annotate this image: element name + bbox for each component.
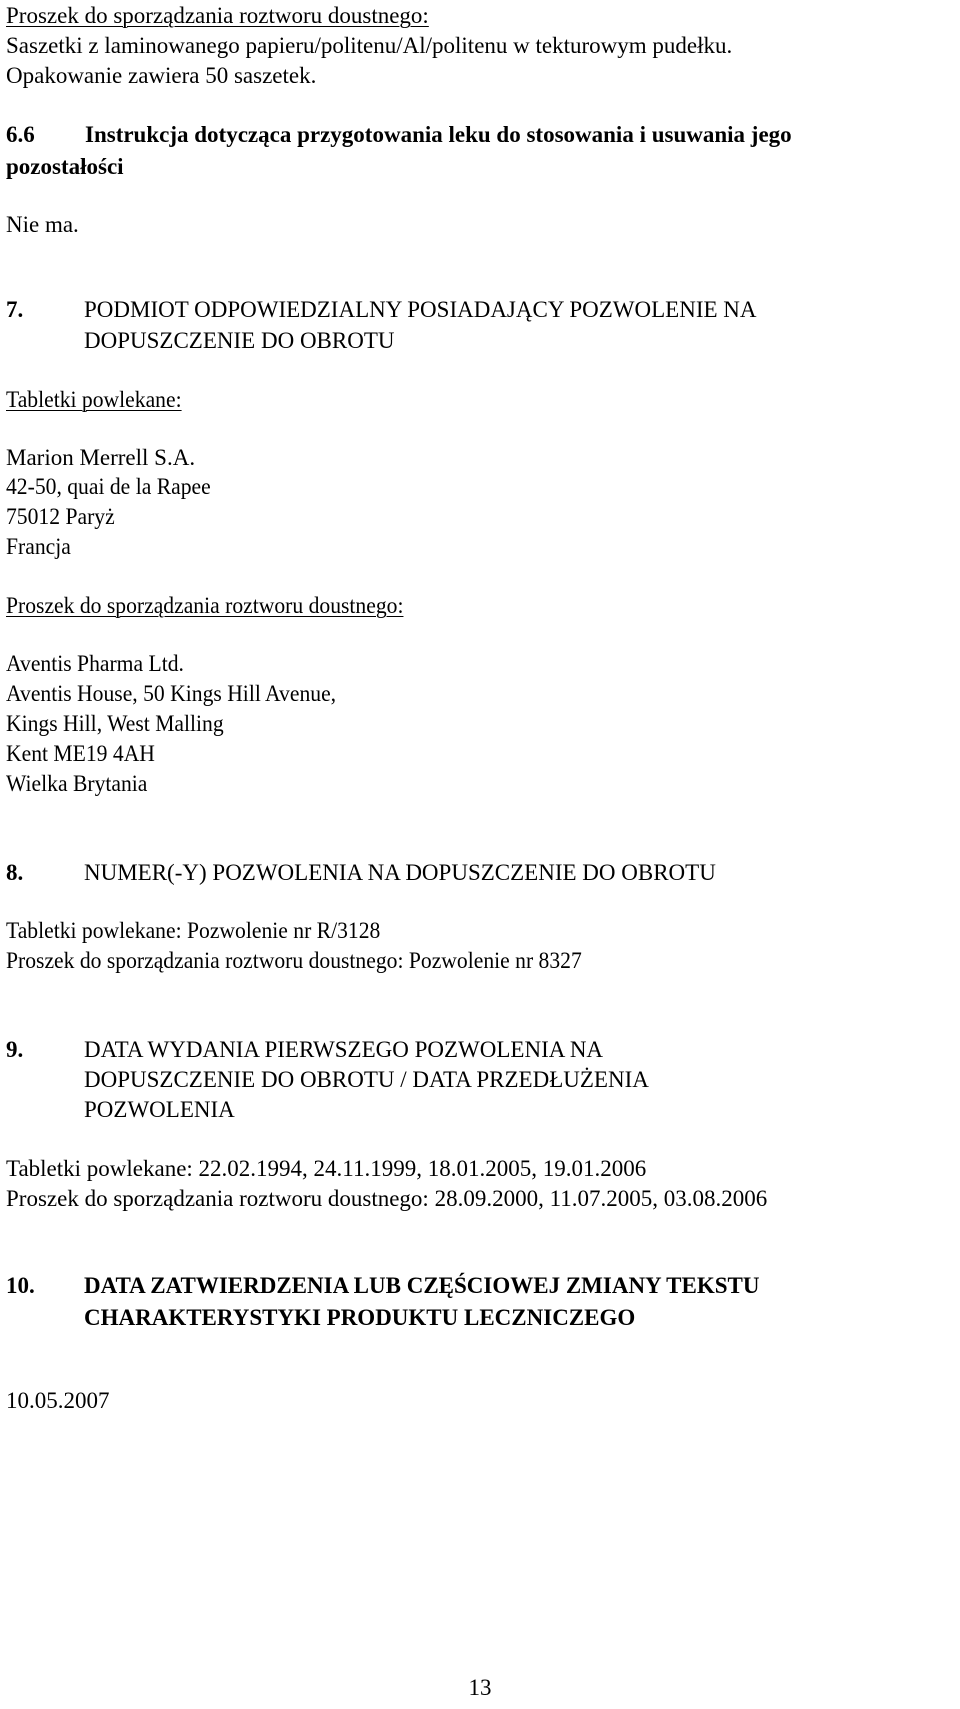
section-6-6-title xyxy=(6,121,792,149)
powder-address-line-2: Aventis House, 50 Kings Hill Avenue, xyxy=(6,681,337,706)
section-9-number: 9. xyxy=(6,1037,24,1062)
tablets-address-line-4: Francja xyxy=(6,534,71,559)
section-9-line-2: Proszek do sporządzania roztworu doustnego: 28.09.2000, 11.07.2005, 03.08.2006 xyxy=(6,1186,768,1211)
section-8-title-text: NUMER(-Y) POZWOLENIA NA DOPUSZCZENIE DO OBROTU xyxy=(84,860,716,885)
section-7-number: 7. xyxy=(6,297,24,322)
section-9-title xyxy=(6,1036,603,1064)
section-6-6-number: 6.6 xyxy=(6,122,35,147)
section-9-title-line-1: DATA WYDANIA PIERWSZEGO POZWOLENIA NA xyxy=(84,1037,604,1062)
powder-address-line-3: Kings Hill, West Malling xyxy=(6,711,224,736)
section-6-6-title-line-1: Instrukcja dotycząca przygotowania leku do stosowania i usuwania jego xyxy=(85,122,792,147)
section-8-line-2: Proszek do sporządzania roztworu doustnego: Pozwolenie nr 8327 xyxy=(6,948,582,973)
section-9-title-line-3: POZWOLENIA xyxy=(84,1097,235,1122)
section-10-title-line-1: DATA ZATWIERDZENIA LUB CZĘŚCIOWEJ ZMIANY TEKSTU xyxy=(84,1273,760,1298)
section-7-title-line-1: PODMIOT ODPOWIEDZIALNY POSIADAJĄCY POZWOLENIE NA xyxy=(84,297,757,322)
section-8-number: 8. xyxy=(6,860,24,885)
page-number: 13 xyxy=(468,1675,492,1700)
section-10-title xyxy=(6,1272,759,1300)
section-8-line-1: Tabletki powlekane: Pozwolenie nr R/3128 xyxy=(6,918,381,943)
section-9-line-1: Tabletki powlekane: 22.02.1994, 24.11.1999, 18.01.2005, 19.01.2006 xyxy=(6,1156,647,1181)
section-7-title xyxy=(6,296,757,324)
section-9-title-line-2: DOPUSZCZENIE DO OBROTU / DATA PRZEDŁUŻENIA xyxy=(84,1067,649,1092)
packaging-line-1: Saszetki z laminowanego papieru/politenu/Al/politenu w tekturowym pudełku. xyxy=(6,33,733,58)
packaging-heading: Proszek do sporządzania roztworu doustnego: xyxy=(6,3,429,28)
powder-address-line-4: Kent ME19 4AH xyxy=(6,741,155,766)
section-6-6-title-line-2: pozostałości xyxy=(6,154,124,179)
tablets-address-line-1: Marion Merrell S.A. xyxy=(6,445,196,470)
section-10-number: 10. xyxy=(6,1273,35,1298)
section-10-date: 10.05.2007 xyxy=(6,1388,110,1413)
powder-address-line-1: Aventis Pharma Ltd. xyxy=(6,651,184,676)
packaging-line-2: Opakowanie zawiera 50 saszetek. xyxy=(6,63,317,88)
tablets-heading: Tabletki powlekane: xyxy=(6,387,182,412)
tablets-address-line-2: 42-50, quai de la Rapee xyxy=(6,474,211,499)
section-6-6-body: Nie ma. xyxy=(6,212,79,237)
section-8-title xyxy=(6,859,716,887)
section-10-title-line-2: CHARAKTERYSTYKI PRODUKTU LECZNICZEGO xyxy=(84,1305,636,1330)
tablets-address-line-3: 75012 Paryż xyxy=(6,504,115,529)
section-7-title-line-2: DOPUSZCZENIE DO OBROTU xyxy=(84,328,395,353)
powder-heading: Proszek do sporządzania roztworu doustnego: xyxy=(6,593,404,618)
powder-address-line-5: Wielka Brytania xyxy=(6,771,148,796)
